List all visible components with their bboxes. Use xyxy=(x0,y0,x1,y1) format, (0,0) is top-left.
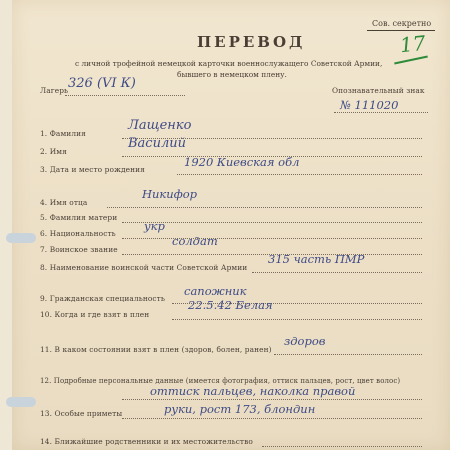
field-underline-relatives xyxy=(262,446,422,447)
document-title: ПЕРЕВОД xyxy=(197,33,306,51)
classification-underline xyxy=(367,30,435,31)
field-underline-special-marks xyxy=(122,418,422,419)
field-label-relatives: 14. Ближайшие родственники и их местожительство xyxy=(40,437,253,446)
field-value-surname: Лащенко xyxy=(128,118,192,133)
field-underline-father-name xyxy=(107,207,422,208)
field-label-captured: 10. Когда и где взят в плен xyxy=(40,310,150,319)
handwritten-sheet-number: 17 xyxy=(398,30,427,58)
field-label-special-marks: 13. Особые приметы xyxy=(40,409,123,418)
field-label-nationality: 6. Национальность xyxy=(40,229,116,238)
punch-hole-bottom xyxy=(6,397,36,407)
punch-hole-top xyxy=(6,233,36,243)
field-underline-personal-data xyxy=(122,399,422,400)
camp-label: Лагерь xyxy=(40,86,69,95)
field-value-nationality: укр xyxy=(144,219,165,233)
field-underline-condition xyxy=(274,354,422,355)
field-label-surname: 1. Фамилия xyxy=(40,129,86,138)
field-value-rank: солдат xyxy=(172,234,218,248)
field-label-father-name: 4. Имя отца xyxy=(40,198,88,207)
field-value-first-name: Василий xyxy=(128,136,186,151)
handwritten-number-stroke xyxy=(394,55,428,64)
field-label-birth: 3. Дата и место рождения xyxy=(40,165,145,174)
camp-value: 326 (VI К) xyxy=(68,76,136,91)
badge-underline xyxy=(334,112,428,113)
document-page xyxy=(12,0,450,450)
document-subtitle-line2: бывшего в немецком плену. xyxy=(177,70,287,79)
field-underline-nationality xyxy=(122,238,422,239)
field-value-captured: 22.5.42 Белая xyxy=(188,298,273,312)
field-underline-birth xyxy=(177,174,422,175)
badge-value: № 111020 xyxy=(340,98,399,112)
field-label-civil-specialty: 9. Гражданская специальность xyxy=(40,294,165,303)
field-label-condition: 11. В каком состоянии взят в плен (здоров, болен, ранен) xyxy=(40,345,272,354)
field-value-father-name: Никифор xyxy=(142,187,197,201)
field-label-personal-data: 12. Подробные персональные данные (имеется фотография, оттиск пальцев, рост, цвет волос) xyxy=(40,377,401,385)
field-underline-mother-surname xyxy=(122,222,422,223)
field-underline-unit xyxy=(252,272,422,273)
field-label-unit: 8. Наименование воинской части Советской Армии xyxy=(40,263,248,272)
field-value-civil-specialty: сапожник xyxy=(184,284,247,298)
field-value-special-marks: руки, рост 173, блондин xyxy=(164,402,316,416)
field-underline-captured xyxy=(172,319,422,320)
classification-label: Сов. секретно xyxy=(372,19,432,28)
field-label-mother-surname: 5. Фамилия матери xyxy=(40,213,118,222)
field-value-condition: здоров xyxy=(284,334,326,348)
camp-underline xyxy=(65,95,185,96)
field-label-rank: 7. Воинское звание xyxy=(40,245,118,254)
document-subtitle-line1: с личной трофейной немецкой карточки военнослужащего Советской Армии, xyxy=(75,59,383,68)
badge-label: Опознавательный знак xyxy=(332,86,425,95)
field-value-birth: 1920 Киевская обл xyxy=(184,155,300,169)
field-value-unit: 315 часть ПМР xyxy=(268,252,365,266)
field-value-personal-data: оттиск пальцев, наколка правой xyxy=(150,384,356,398)
field-label-first-name: 2. Имя xyxy=(40,147,67,156)
